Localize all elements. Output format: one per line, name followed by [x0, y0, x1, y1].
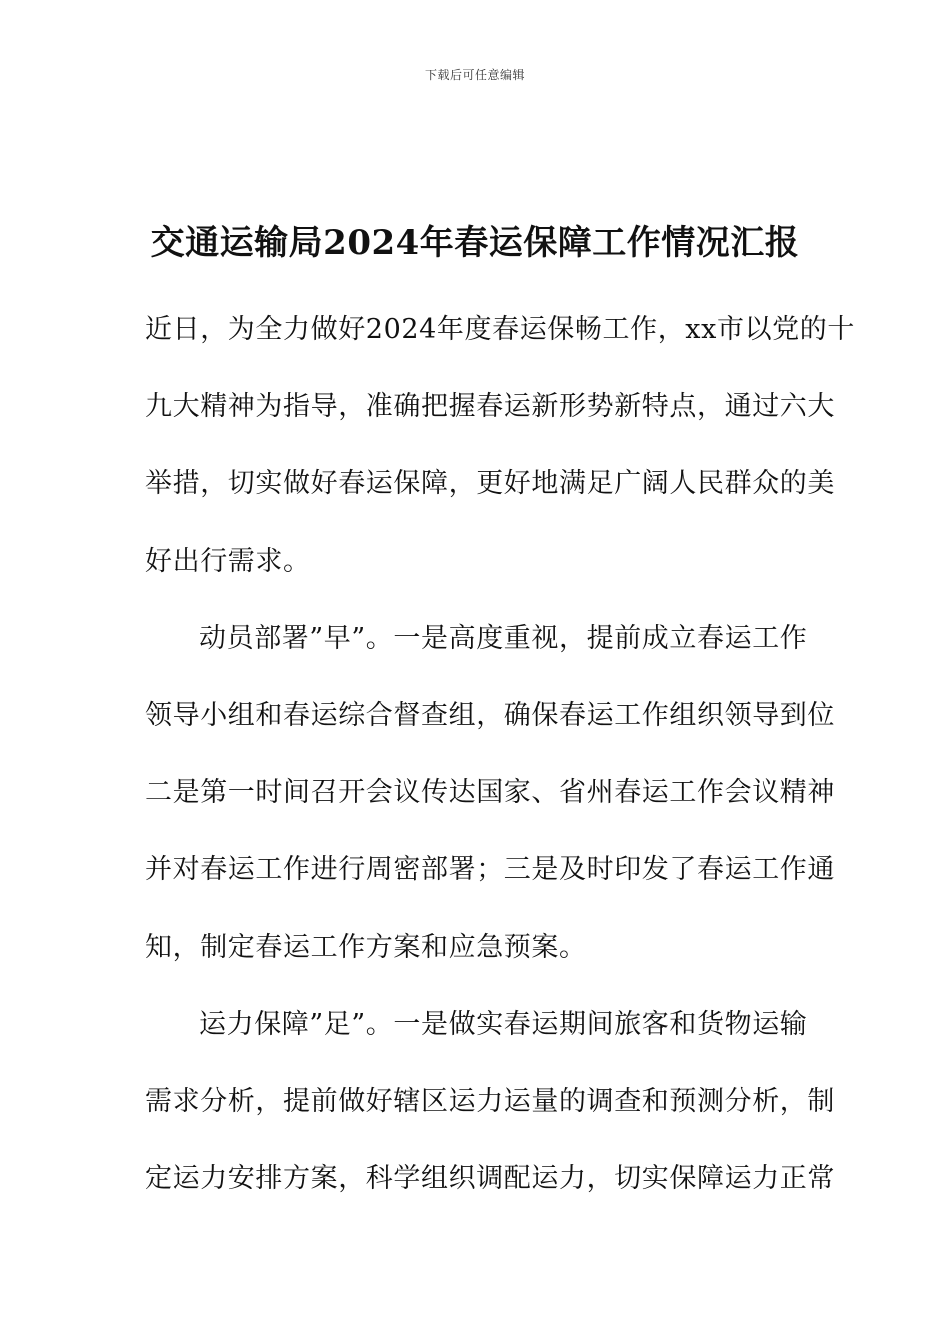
body-line: 九大精神为指导，准确把握春运新形势新特点，通过六大 [145, 391, 835, 423]
body-line: 举措，切实做好春运保障，更好地满足广阔人民群众的美 [145, 468, 835, 500]
body-line: 需求分析，提前做好辖区运力运量的调查和预测分析，制 [145, 1085, 835, 1117]
body-line: 并对春运工作进行周密部署；三是及时印发了春运工作通 [145, 854, 835, 886]
body-line: 领导小组和春运综合督查组，确保春运工作组织领导到位 [145, 699, 835, 731]
body-line-paragraph-start: 动员部署”早”。一是高度重视，提前成立春运工作 [199, 622, 808, 654]
document-title: 交通运输局2024年春运保障工作情况汇报 [150, 223, 800, 263]
header-note: 下载后可任意编辑 [424, 68, 525, 82]
body-line: 近日，为全力做好2024年度春运保畅工作，xx市以党的十 [145, 314, 855, 345]
document-body [145, 304, 855, 1230]
body-line-paragraph-start: 运力保障”足”。一是做实春运期间旅客和货物运输 [199, 1008, 808, 1040]
body-line: 定运力安排方案，科学组织调配运力，切实保障运力正常 [145, 1163, 835, 1195]
body-line: 好出行需求。 [145, 545, 311, 577]
body-line: 知，制定春运工作方案和应急预案。 [145, 931, 587, 963]
body-line: 二是第一时间召开会议传达国家、省州春运工作会议精神 [145, 777, 835, 809]
